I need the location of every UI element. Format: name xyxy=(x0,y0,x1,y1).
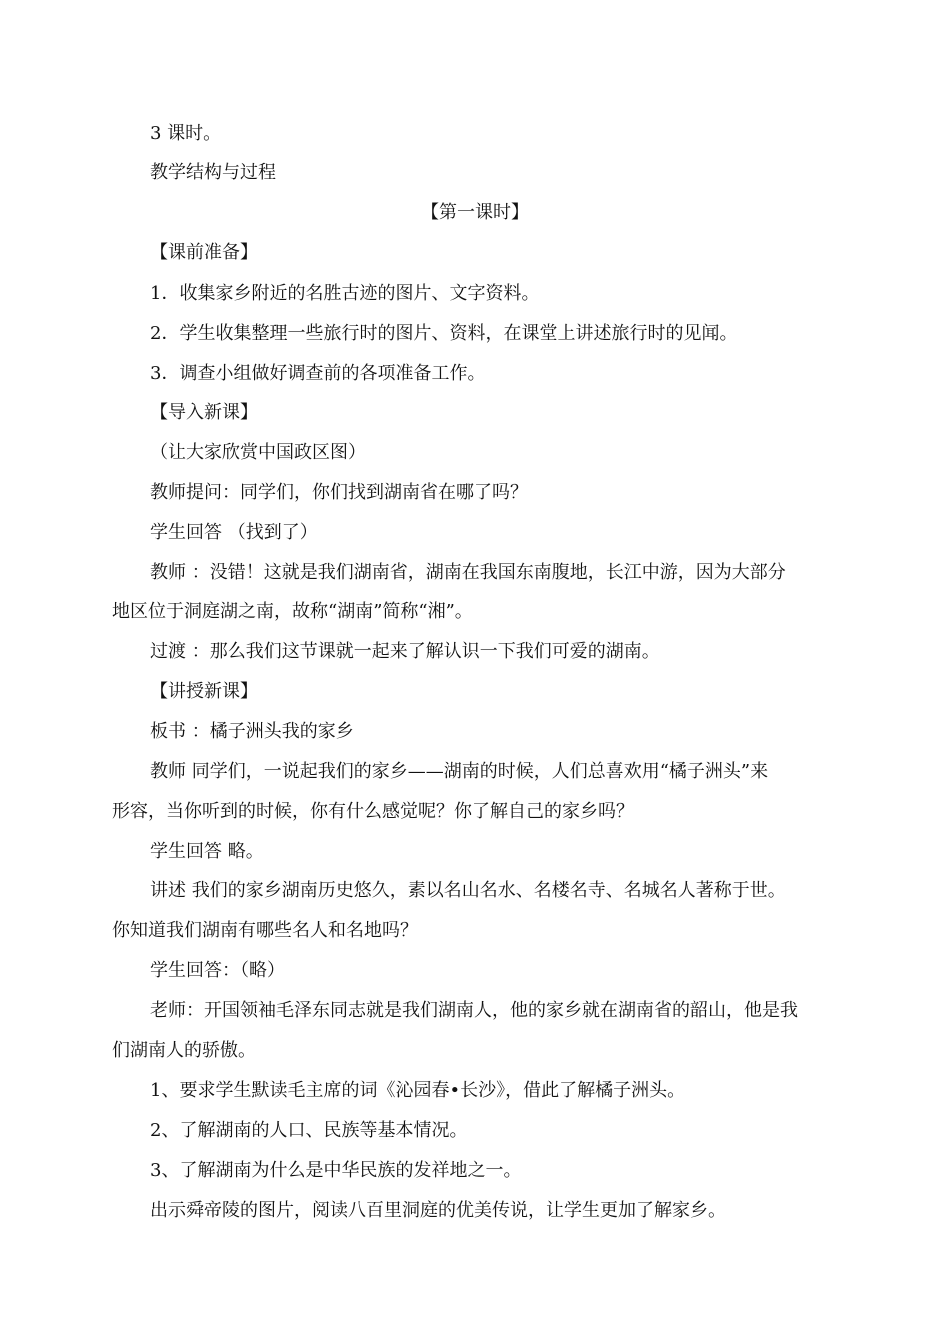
teacher-intro-line-1: 教师 同学们，一说起我们的家乡——湖南的时候，人们总喜欢用“橘子洲头”来 xyxy=(150,761,769,782)
stage-direction-map: （让大家欣赏中国政区图） xyxy=(150,442,366,463)
activity-item-3: 3、了解湖南为什么是中华民族的发祥地之一。 xyxy=(150,1160,522,1181)
preparation-item-3: 3．调查小组做好调查前的各项准备工作。 xyxy=(150,363,486,384)
heading-new-lesson: 【讲授新课】 xyxy=(150,681,258,702)
teacher-explanation-line-2: 地区位于洞庭湖之南，故称“湖南”简称“湘”。 xyxy=(112,601,473,622)
lesson-title-first-period: 【第一课时】 xyxy=(421,202,529,223)
heading-introduction: 【导入新课】 xyxy=(150,402,258,423)
blackboard-title: 板书 ：橘子洲头我的家乡 xyxy=(150,721,354,742)
narration-line-2: 你知道我们湖南有哪些名人和名地吗？ xyxy=(112,920,418,941)
student-answer-omitted-2: 学生回答：（略） xyxy=(150,960,285,981)
lesson-hours-line: 3 课时。 xyxy=(150,123,222,144)
teacher-explanation-line-1: 教师 ：没错！这就是我们湖南省，湖南在我国东南腹地，长江中游，因为大部分 xyxy=(150,562,786,583)
teacher-intro-line-2: 形容，当你听到的时候，你有什么感觉呢？你了解自己的家乡吗？ xyxy=(112,801,634,822)
teacher-question: 教师提问：同学们，你们找到湖南省在哪了吗？ xyxy=(150,482,528,503)
heading-preparation: 【课前准备】 xyxy=(150,242,258,263)
transition-line: 过渡 ：那么我们这节课就一起来了解认识一下我们可爱的湖南。 xyxy=(150,641,660,662)
activity-item-1: 1、要求学生默读毛主席的词《沁园春•长沙》，借此了解橘子洲头。 xyxy=(150,1080,686,1101)
closing-activity-line: 出示舜帝陵的图片，阅读八百里洞庭的优美传说，让学生更加了解家乡。 xyxy=(150,1200,726,1221)
student-answer-found: 学生回答 （找到了） xyxy=(150,522,318,543)
preparation-item-2: 2．学生收集整理一些旅行时的图片、资料，在课堂上讲述旅行时的见闻。 xyxy=(150,323,738,344)
section-heading-structure: 教学结构与过程 xyxy=(150,162,276,183)
teacher-mao-line-2: 们湖南人的骄傲。 xyxy=(112,1040,256,1061)
student-answer-omitted-1: 学生回答 略。 xyxy=(150,841,264,862)
preparation-item-1: 1．收集家乡附近的名胜古迹的图片、文字资料。 xyxy=(150,283,540,304)
narration-line-1: 讲述 我们的家乡湖南历史悠久，素以名山名水、名楼名寺、名城名人著称于世。 xyxy=(150,880,786,901)
activity-item-2: 2、了解湖南的人口、民族等基本情况。 xyxy=(150,1120,468,1141)
teacher-mao-line-1: 老师：开国领袖毛泽东同志就是我们湖南人，他的家乡就在湖南省的韶山，他是我 xyxy=(150,1000,798,1021)
